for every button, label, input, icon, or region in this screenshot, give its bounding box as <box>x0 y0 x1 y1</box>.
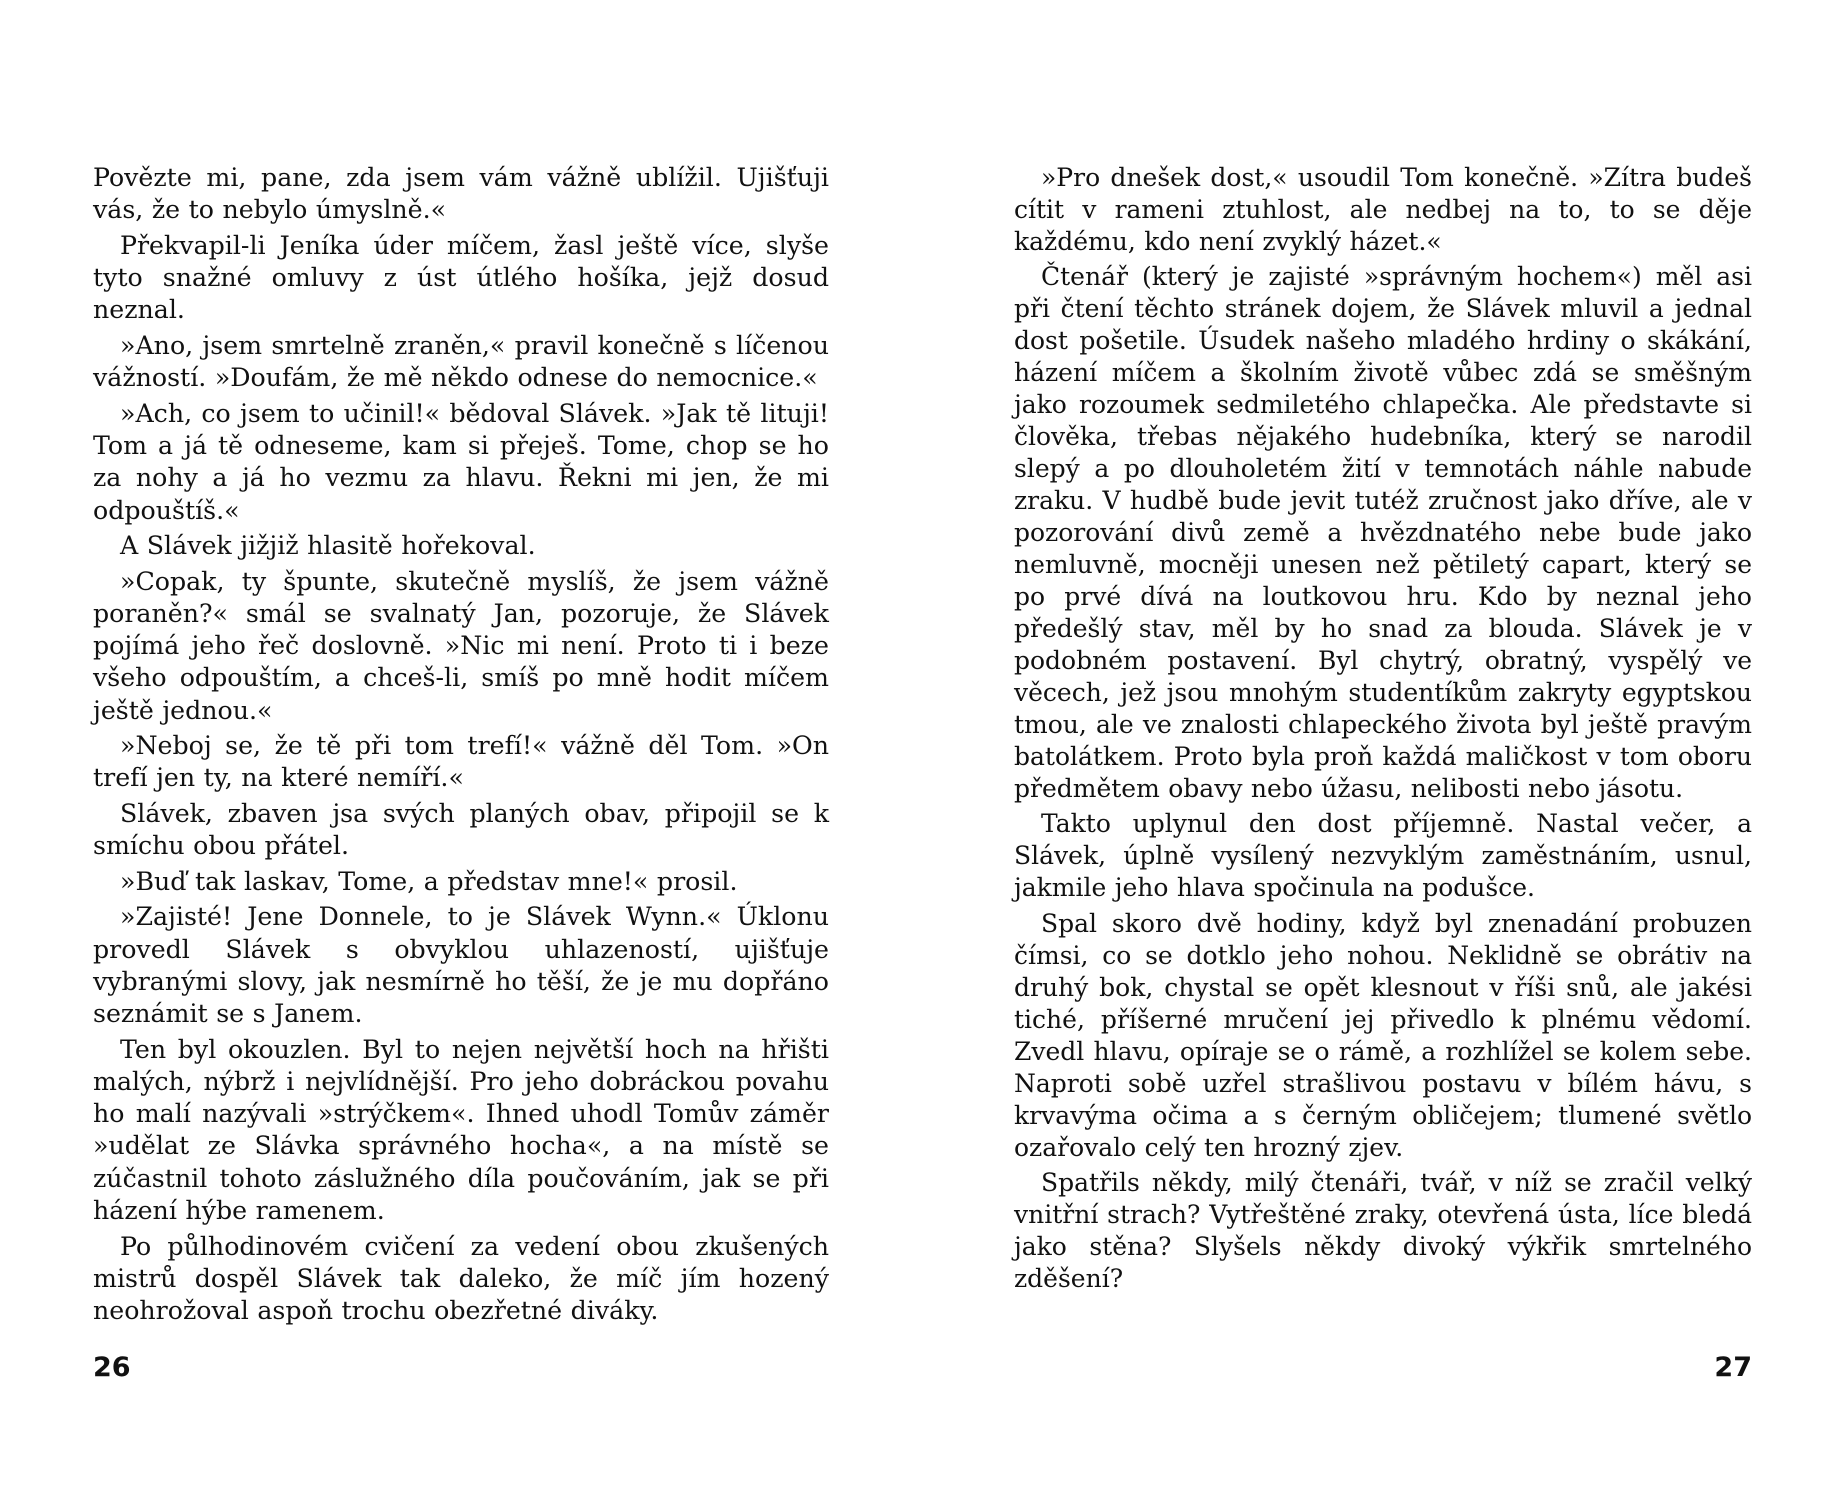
paragraph: Čtenář (který je zajisté »správným hochem«) měl asi při čtení těchto stránek dojem, že Slávek mluvil a jednal dost pošetile. Úsudek našeho mladého hrdiny o skákání, házení míčem a školním životě vůbec zdá se směšným jako rozoumek sedmiletého chlapečka. Ale představte si člověka, třebas nějakého hudebníka, který se narodil slepý a po dlouholetém žití v temnotách náhle nabude zraku. V hudbě bude jevit tutéž zručnost jako dříve, ale v pozorování divů země a hvězdnatého nebe bude jako nemluvně, mocněji unesen než pětiletý capart, který se po prvé dívá na loutkovou hru. Kdo by neznal jeho předešlý stav, měl by ho snad za blouda. Slávek je v podobném postavení. Byl chytrý, obratný, vyspělý ve věcech, jež jsou mnohým studentíkům zakryty egyptskou tmou, ale ve znalosti chlapeckého života byl ještě pravým batolátkem. Proto byla proň každá maličkost v tom oboru předmětem obavy nebo úžasu, nelibosti nebo jásotu. <box>1014 262 1752 804</box>
page-number: 27 <box>1714 1352 1752 1383</box>
paragraph: Překvapil-li Jeníka úder míčem, žasl ještě více, slyše tyto snažné omluvy z úst útlého hošíka, jejž dosud neznal. <box>93 230 829 325</box>
paragraph: »Ano, jsem smrtelně zraněn,« pravil konečně s líčenou vážností. »Doufám, že mě někdo odnese do nemocnice.« <box>93 330 829 393</box>
left-page <box>93 0 829 1500</box>
left-page-text <box>93 162 829 1331</box>
paragraph: Povězte mi, pane, zda jsem vám vážně ublížil. Ujišťuji vás, že to nebylo úmyslně.« <box>93 163 829 225</box>
paragraph: Po půlhodinovém cvičení za vedení obou zkušených mistrů dospěl Slávek tak daleko, že míč jím hozený neohrožoval aspoň trochu obezřetné diváky. <box>93 1231 829 1326</box>
paragraph: »Neboj se, že tě při tom trefí!« vážně děl Tom. »On trefí jen ty, na které nemíří.« <box>93 731 829 793</box>
paragraph: »Buď tak laskav, Tome, a představ mne!« prosil. <box>120 866 738 896</box>
right-page-text <box>1014 162 1752 1298</box>
paragraph: Spatřils někdy, milý čtenáři, tvář, v níž se zračil velký vnitřní strach? Vytřeštěné zraky, otevřená ústa, líce bledá jako stěna? Slyšels někdy divoký výkřik smrtelného zděšení? <box>1014 1167 1752 1293</box>
paragraph: Slávek, zbaven jsa svých planých obav, připojil se k smíchu obou přátel. <box>93 798 829 861</box>
right-page <box>1014 0 1752 1500</box>
paragraph: Takto uplynul den dost příjemně. Nastal večer, a Slávek, úplně vysílený nezvyklým zaměstnáním, usnul, jakmile jeho hlava spočinula na podušce. <box>1014 809 1752 903</box>
paragraph: A Slávek jižjiž hlasitě hořekoval. <box>120 531 536 561</box>
paragraph: »Zajisté! Jene Donnele, to je Slávek Wynn.« Úklonu provedl Slávek s obvyklou uhlazeností, ujišťuje vybranými slovy, jak nesmírně ho těší, že je mu dopřáno seznámit se s Janem. <box>93 902 829 1029</box>
paragraph: »Ach, co jsem to učinil!« bědoval Slávek. »Jak tě lituji! Tom a já tě odneseme, kam si přeješ. Tome, chop se ho za nohy a já ho vezmu za hlavu. Řekni mi jen, že mi odpouštíš.« <box>93 398 829 525</box>
paragraph: Spal skoro dvě hodiny, když byl znenadání probuzen čímsi, co se dotklo jeho nohou. Neklidně se obrátiv na druhý bok, chystal se opět klesnout v říši snů, ale jakési tiché, příšerné mručení jej přivedlo k plnému vědomí. Zvedl hlavu, opíraje se o rámě, a rozhlížel se kolem sebe. Naproti sobě uzřel strašlivou postavu v bílém hávu, s krvavýma očima a s černým obličejem; tlumené světlo ozařovalo celý ten hrozný zjev. <box>1014 908 1752 1162</box>
paragraph: »Copak, ty špunte, skutečně myslíš, že jsem vážně poraněn?« smál se svalnatý Jan, pozoruje, že Slávek pojímá jeho řeč doslovně. »Nic mi není. Proto ti i beze všeho odpouštím, a chceš-li, smíš po mně hodit míčem ještě jednou.« <box>93 566 829 725</box>
paragraph: Ten byl okouzlen. Byl to nejen největší hoch na hřišti malých, nýbrž i nejvlídnější. Pro jeho dobráckou povahu ho malí nazývali »strýčkem«. Ihned uhodl Tomův záměr »udělat ze Slávka správného hocha«, a na místě se zúčastnil tohoto záslužného díla poučováním, jak se při házení hýbe ramenem. <box>93 1034 829 1226</box>
page-number: 26 <box>93 1352 131 1383</box>
paragraph: »Pro dnešek dost,« usoudil Tom konečně. »Zítra budeš cítit v rameni ztuhlost, ale nedbej na to, to se děje každému, kdo není zvyklý házet.« <box>1014 163 1752 256</box>
